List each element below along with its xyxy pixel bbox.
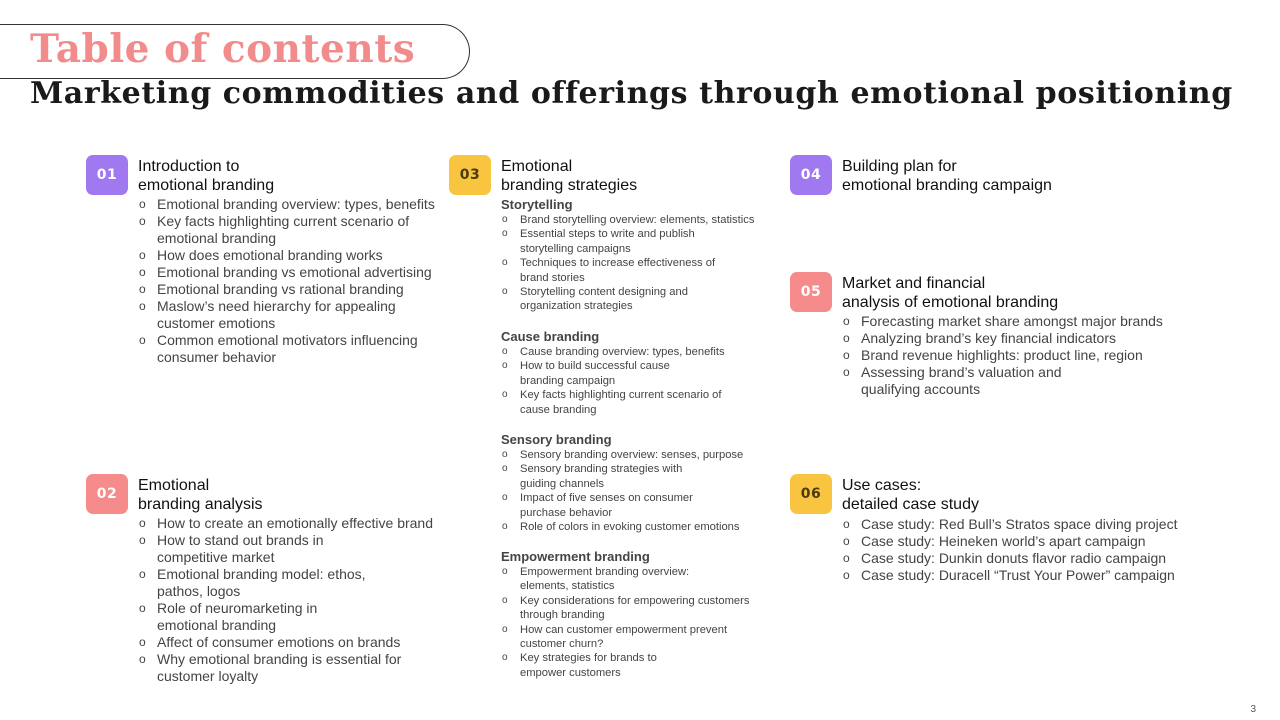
list-item: o Brand storytelling overview: elements, statistics <box>501 213 754 227</box>
list-item: o Emotional branding vs emotional advertising <box>138 264 435 281</box>
list-item: o How to create an emotionally effective brand <box>138 515 433 532</box>
subsection-empowerment-branding <box>501 549 749 680</box>
list-item: o Case study: Red Bull’s Stratos space diving project <box>842 516 1177 533</box>
list-item: o Essential steps to write and publish storytelling campaigns <box>501 227 754 256</box>
list-item: o Emotional branding overview: types, benefits <box>138 196 435 213</box>
list-item: o How does emotional branding works <box>138 247 435 264</box>
list-item: o Key considerations for empowering customers through branding <box>501 594 749 623</box>
subsection-storytelling <box>501 197 754 314</box>
list-item: o Case study: Heineken world’s apart campaign <box>842 533 1177 550</box>
section-title: Market and financial analysis of emotional branding <box>842 275 1059 311</box>
subsection-sensory-branding <box>501 432 743 534</box>
list-item: o Key facts highlighting current scenario of emotional branding <box>138 213 435 247</box>
list-item: o Affect of consumer emotions on brands <box>138 634 433 651</box>
list-item: o Assessing brand’s valuation and qualifying accounts <box>842 364 1163 398</box>
list-item: o Forecasting market share amongst major brands <box>842 313 1163 330</box>
section-number-badge: 05 <box>790 272 832 312</box>
section-number-badge: 04 <box>790 155 832 195</box>
list-item: o How to stand out brands in competitive market <box>138 532 433 566</box>
list-item: o Maslow’s need hierarchy for appealing customer emotions <box>138 298 435 332</box>
section-number-badge: 03 <box>449 155 491 195</box>
section-title: Use cases: detailed case study <box>842 477 979 513</box>
section-number-badge: 06 <box>790 474 832 514</box>
page-subtitle: Marketing commodities and offerings through emotional positioning <box>30 76 1233 111</box>
list-item: o Sensory branding overview: senses, purpose <box>501 448 743 462</box>
list-item: o Why emotional branding is essential for customer loyalty <box>138 651 433 685</box>
list-item: o Cause branding overview: types, benefits <box>501 345 725 359</box>
list-item: o Case study: Dunkin donuts flavor radio campaign <box>842 550 1177 567</box>
subsection-heading: Cause branding <box>501 329 600 344</box>
section-title: Introduction to emotional branding <box>138 158 275 194</box>
list-item: o How can customer empowerment prevent customer churn? <box>501 623 749 652</box>
list-item: o Impact of five senses on consumer purchase behavior <box>501 491 743 520</box>
list-item: o Role of neuromarketing in emotional branding <box>138 600 433 634</box>
list-item: o Case study: Duracell “Trust Your Power” campaign <box>842 567 1177 584</box>
list-item: o Common emotional motivators influencing consumer behavior <box>138 332 435 366</box>
list-item: o Empowerment branding overview: elements, statistics <box>501 565 749 594</box>
list-item: o Key facts highlighting current scenario of cause branding <box>501 388 725 417</box>
subsection-heading: Sensory branding <box>501 432 612 447</box>
section-item-list <box>138 196 435 366</box>
section-number-badge: 02 <box>86 474 128 514</box>
section-item-list <box>842 313 1163 398</box>
list-item: o Storytelling content designing and organization strategies <box>501 285 754 314</box>
subsection-heading: Storytelling <box>501 197 573 212</box>
list-item: o How to build successful cause branding campaign <box>501 359 725 388</box>
subsection-cause-branding <box>501 329 725 417</box>
list-item: o Brand revenue highlights: product line, region <box>842 347 1163 364</box>
page-title: Table of contents <box>30 26 416 72</box>
section-title: Building plan for emotional branding campaign <box>842 158 1052 194</box>
list-item: o Key strategies for brands to empower customers <box>501 651 749 680</box>
list-item: o Sensory branding strategies with guiding channels <box>501 462 743 491</box>
list-item: o Emotional branding model: ethos, pathos, logos <box>138 566 433 600</box>
list-item: o Techniques to increase effectiveness of brand stories <box>501 256 754 285</box>
list-item: o Analyzing brand’s key financial indicators <box>842 330 1163 347</box>
section-title: Emotional branding analysis <box>138 477 263 513</box>
section-item-list <box>842 516 1177 584</box>
section-item-list <box>138 515 433 685</box>
section-title: Emotional branding strategies <box>501 158 638 194</box>
list-item: o Emotional branding vs rational branding <box>138 281 435 298</box>
page-number: 3 <box>1250 704 1256 715</box>
subsection-heading: Empowerment branding <box>501 549 650 564</box>
section-number-badge: 01 <box>86 155 128 195</box>
list-item: o Role of colors in evoking customer emotions <box>501 520 743 534</box>
